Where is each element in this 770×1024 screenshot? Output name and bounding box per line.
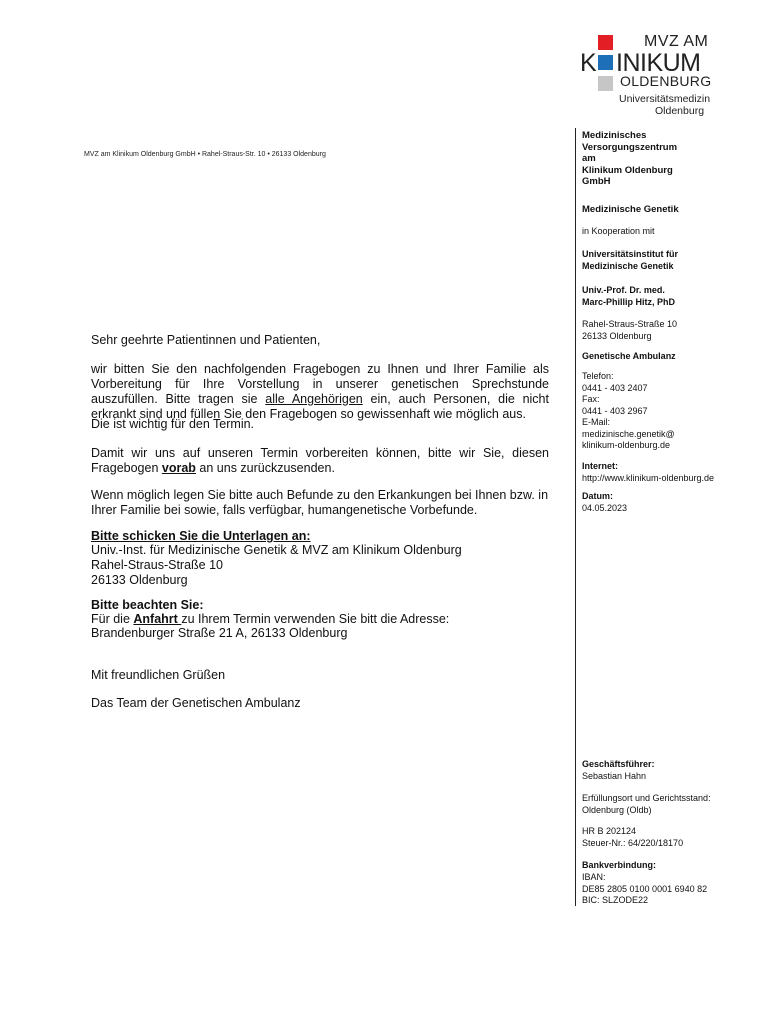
bank-line: IBAN:	[582, 872, 606, 882]
registry-line: Steuer-Nr.: 64/220/18170	[582, 837, 684, 848]
send-address-line: Rahel-Straus-Straße 10	[91, 558, 224, 572]
logo-line-oldenburg: OLDENBURG	[620, 73, 712, 89]
logo-line-mvz: MVZ AM	[644, 33, 709, 50]
bank-details	[582, 872, 707, 907]
bank-label: Bankverbindung:	[582, 860, 657, 870]
paragraph-text: ein, auch Personen, die nicht erkrankt sind und füllen Sie den Fragebogen so gewissenhaft wie möglich aus.	[91, 392, 549, 421]
paragraph-text: an uns zurückzusenden.	[195, 461, 335, 475]
contact-line: medizinische.genetik@	[582, 428, 675, 439]
contact-line: 0441 - 403 2407	[582, 382, 648, 393]
registry-line: HR B 202124	[582, 826, 637, 836]
send-address	[91, 543, 549, 588]
contact-line: 0441 - 403 2967	[582, 405, 648, 416]
note-heading: Bitte beachten Sie:	[91, 598, 204, 612]
emphasis-relatives: alle Angehörigen	[265, 392, 363, 406]
jurisdiction-line: Oldenburg (Oldb)	[582, 804, 652, 815]
emphasis-anfahrt: Anfahrt	[133, 612, 182, 626]
registry	[582, 826, 683, 849]
paragraph-return	[91, 446, 549, 476]
letterhead-sidebar	[575, 128, 746, 906]
jurisdiction-line: Erfüllungsort und Gerichtsstand:	[582, 793, 711, 803]
bank-line: DE85 2805 0100 0001 6940 82	[582, 883, 708, 894]
org-name	[582, 130, 677, 188]
logo-blue-square	[598, 55, 613, 70]
logo-red-square	[598, 35, 613, 50]
department: Medizinische Genetik	[582, 204, 679, 215]
jurisdiction	[582, 793, 711, 816]
org-line: am	[582, 153, 596, 164]
institute	[582, 249, 678, 272]
address-line: 26133 Oldenburg	[582, 330, 652, 341]
paragraph-findings: Wenn möglich legen Sie bitte auch Befunde zu den Erkankungen bei Ihnen bzw. in Ihrer Familie bei sowie, falls verfügbar, humangenetische Vorbefunde.	[91, 488, 549, 517]
contact-line: E-Mail:	[582, 417, 611, 427]
manager-label: Geschäftsführer:	[582, 759, 655, 769]
logo-line-klinikum: INIKUM	[616, 49, 701, 77]
paragraph-text: wir bitten Sie den nachfolgenden Fragebogen zu Ihnen und Ihrer Familie als Vorbereitung für Ihre Vorstellung in unserer genetischen Sprechstunde auszufüllen. Bitte tragen sie	[91, 362, 549, 406]
bank-line: BIC: SLZODE22	[582, 895, 649, 905]
head-line: Marc-Phillip Hitz, PhD	[582, 296, 676, 307]
signature: Das Team der Genetischen Ambulanz	[91, 696, 301, 710]
cooperation-intro: in Kooperation mit	[582, 226, 655, 236]
contact-line: Fax:	[582, 394, 600, 404]
logo-line-universitaetsmedizin: Universitätsmedizin	[619, 93, 711, 105]
contact-line: Telefon:	[582, 371, 614, 381]
institute-line: Universitätsinstitut für	[582, 249, 679, 259]
institute-line: Medizinische Genetik	[582, 260, 674, 271]
institute-head	[582, 285, 675, 308]
org-line: Medizinisches	[582, 130, 647, 141]
org-line: Klinikum Oldenburg	[582, 164, 673, 176]
send-address-line: 26133 Oldenburg	[91, 573, 188, 587]
clinic-logo	[582, 32, 722, 118]
contact-line: klinikum-oldenburg.de	[582, 440, 671, 450]
send-heading: Bitte schicken Sie die Unterlagen an:	[91, 529, 311, 543]
note-text	[91, 612, 549, 627]
paragraph-importance: Die ist wichtig für den Termin.	[91, 417, 255, 431]
paragraph-questionnaire	[91, 362, 549, 422]
paragraph-text: Damit wir uns auf unseren Termin vorbereiten können, bitte wir Sie, diesen Fragebogen	[91, 446, 549, 475]
internet-label: Internet:	[582, 461, 618, 471]
greeting: Sehr geehrte Patientinnen und Patienten,	[91, 333, 321, 347]
emphasis-vorab: vorab	[161, 461, 196, 475]
note-text-part: Für die	[91, 612, 134, 626]
sender-line: MVZ am Klinikum Oldenburg GmbH • Rahel-Straus-Str. 10 • 26133 Oldenburg	[84, 151, 326, 158]
date-label: Datum:	[582, 491, 613, 501]
unit-name: Genetische Ambulanz	[582, 351, 676, 361]
closing: Mit freundlichen Grüßen	[91, 668, 226, 682]
note-text-part: zu Ihrem Termin verwenden Sie bitt die Adresse:	[181, 612, 450, 626]
head-line: Univ.-Prof. Dr. med.	[582, 285, 665, 295]
logo-letter-k: K	[580, 49, 597, 77]
manager-value: Sebastian Hahn	[582, 771, 647, 781]
logo-gray-square	[598, 76, 613, 91]
send-address-line: Univ.-Inst. für Medizinische Genetik & MVZ am Klinikum Oldenburg	[91, 543, 462, 557]
org-line: Versorgungszentrum	[582, 141, 678, 153]
contact-block	[582, 371, 675, 452]
note-address: Brandenburger Straße 21 A, 26133 Oldenburg	[91, 626, 348, 640]
logo-line-oldenburg-small: Oldenburg	[655, 105, 705, 117]
org-line: GmbH	[582, 176, 611, 187]
date-value: 04.05.2023	[582, 503, 628, 513]
internet-value: http://www.klinikum-oldenburg.de	[582, 473, 715, 483]
institute-address	[582, 319, 677, 342]
address-line: Rahel-Straus-Straße 10	[582, 319, 678, 329]
